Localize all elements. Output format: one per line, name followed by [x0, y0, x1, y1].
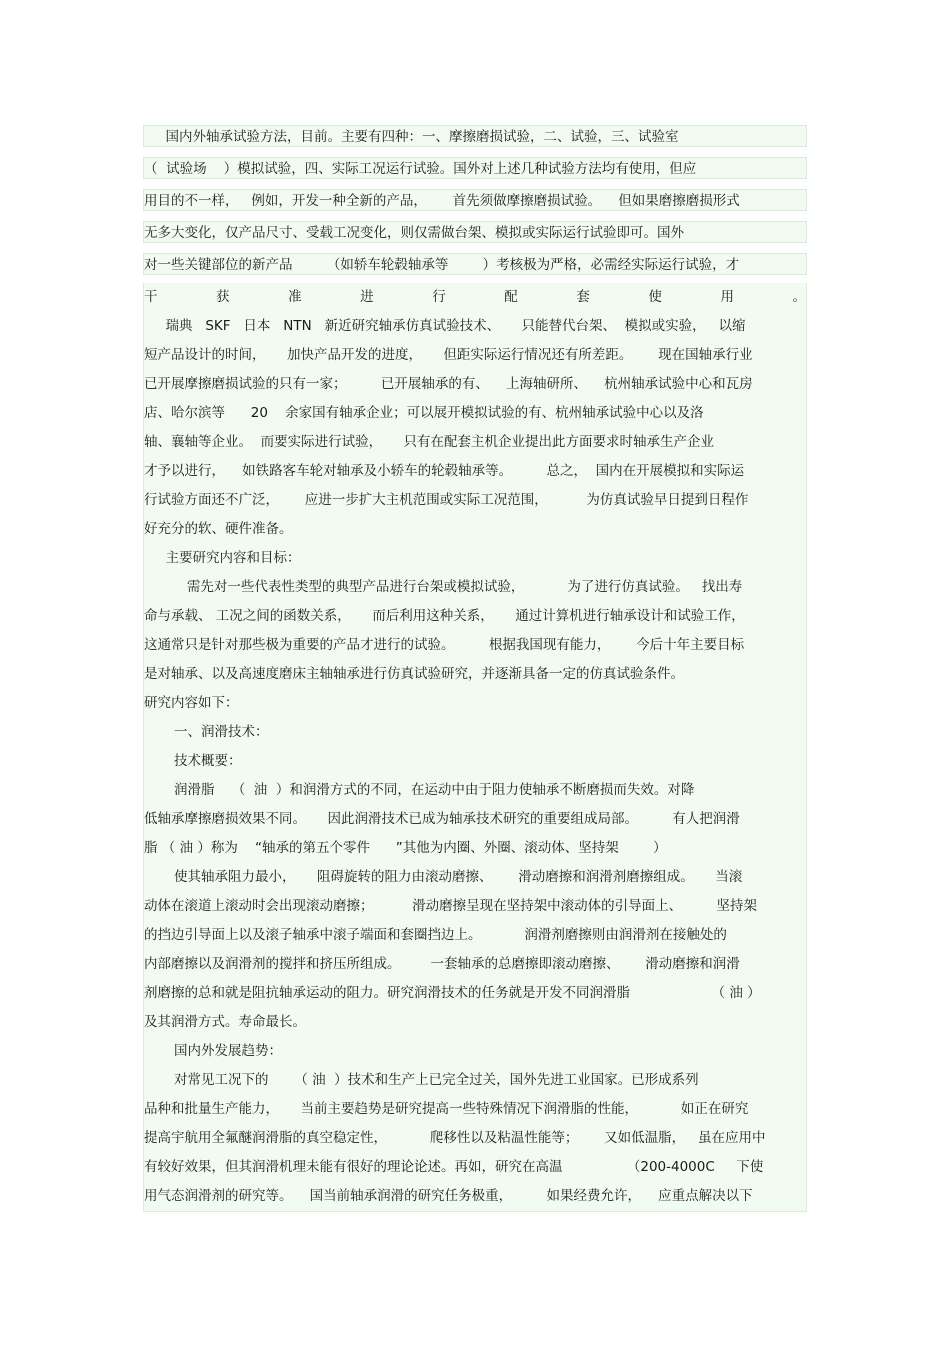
- text-line: 需先对一些代表性类型的典型产品进行台架或模拟试验， 为了进行仿真试验。 找出寿: [144, 579, 743, 595]
- text-line: 动体在滚道上滚动时会出现滚动磨擦； 滑动磨擦呈现在坚持架中滚动体的引导面上、 坚持架: [144, 898, 757, 914]
- section-heading: 主要研究内容和目标：: [144, 550, 301, 566]
- text-line: 才予以进行， 如铁路客车轮对轴承及小轿车的轮毂轴承等。 总之， 国内在开展模拟和实际运: [144, 463, 745, 479]
- text-line: 低轴承摩擦磨损效果不同。 因此润滑技术已成为轴承技术研究的重要组成局部。 有人把润滑: [144, 811, 740, 827]
- text-line: 国内外轴承试验方法，目前。主要有四种：一、摩擦磨损试验，二、试验，三、试验室: [143, 125, 807, 147]
- text-line: 剂磨擦的总和就是阻抗轴承运动的阻力。研究润滑技术的任务就是开发不同润滑脂 （ 油 ）: [144, 985, 761, 1001]
- text-line: 瑞典 SKF 日本 NTN 新近研究轴承仿真试验技术、 只能替代台架、 模拟或实验， 以缩: [144, 318, 746, 334]
- section-heading: 技术概要：: [144, 753, 242, 769]
- section-heading: 一、润滑技术：: [144, 724, 269, 740]
- text-line: 已开展摩擦磨损试验的只有一家； 已开展轴承的有、 上海轴研所、 杭州轴承试验中心和瓦房: [144, 376, 753, 392]
- text-line: 无多大变化，仅产品尺寸、受载工况变化，则仅需做台架、模拟或实际运行试验即可。国外: [143, 221, 807, 243]
- text-line: 好充分的软、硬件准备。: [144, 521, 293, 537]
- text-line: 这通常只是针对那些极为重要的产品才进行的试验。 根据我国现有能力， 今后十年主要目标: [144, 637, 745, 653]
- section-heading: 国内外发展趋势：: [144, 1043, 283, 1059]
- text-line: 提高宇航用全氟醚润滑脂的真空稳定性， 爬移性以及粘温性能等； 又如低温脂， 虽在应用中: [144, 1130, 766, 1146]
- text-line: 用气态润滑剂的研究等。 国当前轴承润滑的研究任务极重， 如果经费允许， 应重点解决以下: [144, 1188, 753, 1204]
- text-line: 润滑脂 （ 油 ）和润滑方式的不同，在运动中由于阻力使轴承不断磨损而失效。对降: [144, 782, 695, 798]
- text-line: 使其轴承阻力最小， 阻碍旋转的阻力由滚动磨擦、 滑动磨擦和润滑剂磨擦组成。 当滚: [144, 869, 743, 885]
- text-line: 短产品设计的时间， 加快产品开发的进度， 但距实际运行情况还有所差距。 现在国轴承行业: [144, 347, 753, 363]
- text-line: 店、哈尔滨等 20 余家国有轴承企业；可以展开模拟试验的有、杭州轴承试验中心以及洛: [144, 405, 704, 421]
- text-line: 脂 （ 油 ）称为 “轴承的第五个零件 ”其他为内圈、外圈、滚动体、坚持架 ）: [144, 840, 667, 856]
- text-line: 对一些关键部位的新产品 （如轿车轮毂轴承等 ）考核极为严格，必需经实际运行试验，才: [143, 253, 807, 275]
- text-line: 及其润滑方式。寿命最长。: [144, 1014, 306, 1030]
- text-line: （ 试验场 ）模拟试验，四、实际工况运行试验。国外对上述几种试验方法均有使用，但应: [143, 157, 807, 179]
- body-text: [143, 283, 807, 1212]
- text-line: 是对轴承、以及高速度磨床主轴轴承进行仿真试验研究，并逐渐具备一定的仿真试验条件。: [144, 666, 684, 682]
- text-line: 干 获 准 进 行 配 套 使 用 。: [144, 289, 806, 305]
- text-line: 品种和批量生产能力， 当前主要趋势是研究提高一些特殊情况下润滑脂的性能， 如正在研究: [144, 1101, 749, 1117]
- text-line: 命与承载、 工况之间的函数关系， 而后利用这种关系， 通过计算机进行轴承设计和试验工作，: [144, 608, 745, 624]
- text-line: 轴、襄轴等企业。 而要实际进行试验， 只有在配套主机企业提出此方面要求时轴承生产企业: [144, 434, 715, 450]
- text-line: 的挡边引导面上以及滚子轴承中滚子端面和套圈挡边上。 润滑剂磨擦则由润滑剂在接触处的: [144, 927, 727, 943]
- text-line: 内部磨擦以及润滑剂的搅拌和挤压所组成。 一套轴承的总磨擦即滚动磨擦、 滑动磨擦和润滑: [144, 956, 740, 972]
- text-line: 有较好效果，但其润滑机理未能有很好的理论论述。再如，研究在高温 （200-4000C 下使: [144, 1159, 764, 1175]
- text-line: 行试验方面还不广泛， 应进一步扩大主机范围或实际工况范围， 为仿真试验早日提到日程作: [144, 492, 749, 508]
- text-line: 对常见工况下的 （ 油 ）技术和生产上已完全过关，国外先进工业国家。已形成系列: [144, 1072, 699, 1088]
- section-heading: 研究内容如下：: [144, 695, 239, 711]
- text-line: 用目的不一样， 例如，开发一种全新的产品， 首先须做摩擦磨损试验。 但如果磨擦磨损形式: [143, 189, 807, 211]
- highlighted-paragraph: [143, 125, 807, 285]
